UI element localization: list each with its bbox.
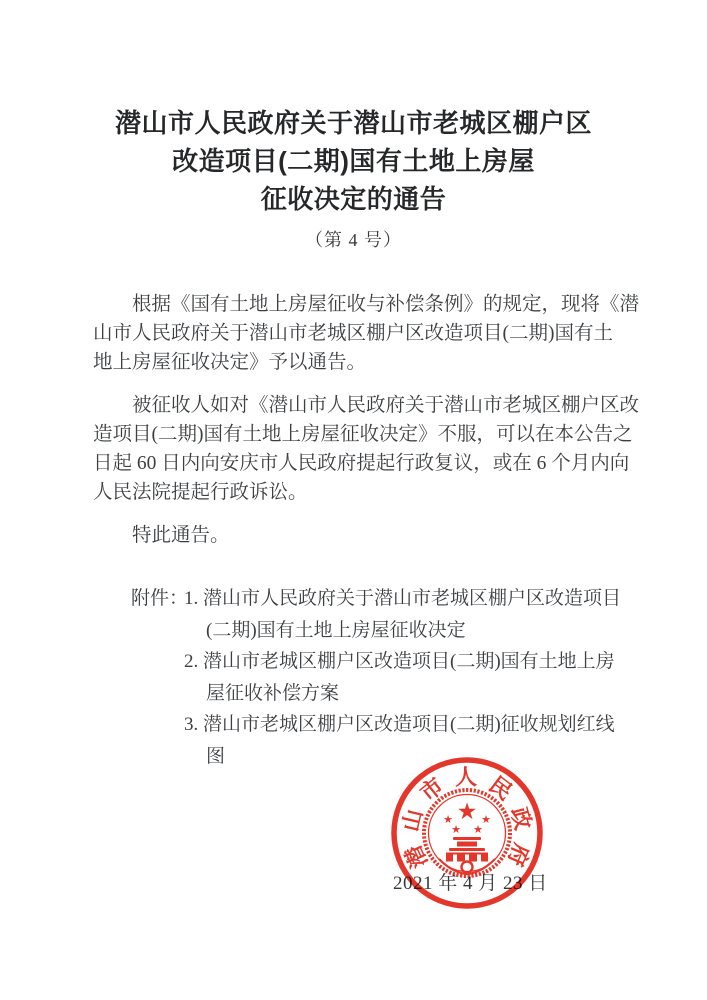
attachment-line: 屋征收补偿方案 [206,682,340,704]
document-title [0,0,707,218]
star-icon: ★ [481,813,491,826]
seal-char: 潜 [400,841,433,872]
star-icon: ★ [456,799,478,825]
paragraph-closing [93,521,614,550]
attachment-item-2 [184,646,621,709]
attachment-line: 图 [206,745,226,767]
attachment-line: (二期)国有土地上房屋征收决定 [206,619,466,641]
attachments-list [184,583,621,772]
body-line: 根据《国有土地上房屋征收与补偿条例》的规定，现将《潜 [132,294,640,315]
body-line: 特此通告。 [132,525,230,546]
emblem-gear [462,862,473,873]
star-icon: ★ [443,813,453,826]
attachments-label: 附件： [131,588,189,609]
body-line: 被征收人如对《潜山市人民政府关于潜山市老城区棚户区改 [132,395,640,416]
seal-char: 山 [397,806,428,834]
seal-char: 府 [502,839,535,870]
attachment-item-1 [184,583,621,646]
title-line-3: 征收决定的通告 [260,184,447,214]
issue-number: （第 4 号） [305,230,402,250]
star-icon: ★ [473,823,483,836]
seal-char: 政 [506,804,537,833]
national-emblem [424,790,510,876]
star-icon: ★ [451,823,461,836]
seal-graphic [387,753,547,913]
paragraph-basis [93,290,640,377]
body-line: 造项目(二期)国有土地上房屋征收决定》不服，可以在本公告之 [93,424,633,445]
government-seal [387,753,547,913]
body-line: 地上房屋征收决定》予以通告。 [93,352,367,373]
seal-char: 人 [454,764,478,790]
body-line: 人民法院提起行政诉讼。 [93,482,308,503]
title-line-1: 潜山市人民政府关于潜山市老城区棚户区 [114,108,592,138]
paragraph-remedies [93,391,640,507]
body-line: 日起 60 日内向安庆市人民政府提起行政复议，或在 6 个月内向 [93,453,630,474]
body-line: 山市人民政府关于潜山市老城区棚户区改造项目(二期)国有土 [93,323,613,344]
attachment-line: 2. 潜山市老城区棚户区改造项目(二期)国有土地上房 [184,651,615,672]
attachment-line: 1. 潜山市人民政府关于潜山市老城区棚户区改造项目 [184,588,622,609]
seal-char: 民 [484,771,518,805]
tiananmen-icon [446,837,488,862]
title-line-2: 改造项目(二期)国有土地上房屋 [172,146,535,176]
seal-char: 市 [415,772,449,807]
issue-date: 2021 年 4 月 23 日 [393,873,548,894]
attachments-section [93,583,622,772]
document-body [93,290,640,772]
attachment-line: 3. 潜山市老城区棚户区改造项目(二期)征收规划红线 [184,714,615,735]
